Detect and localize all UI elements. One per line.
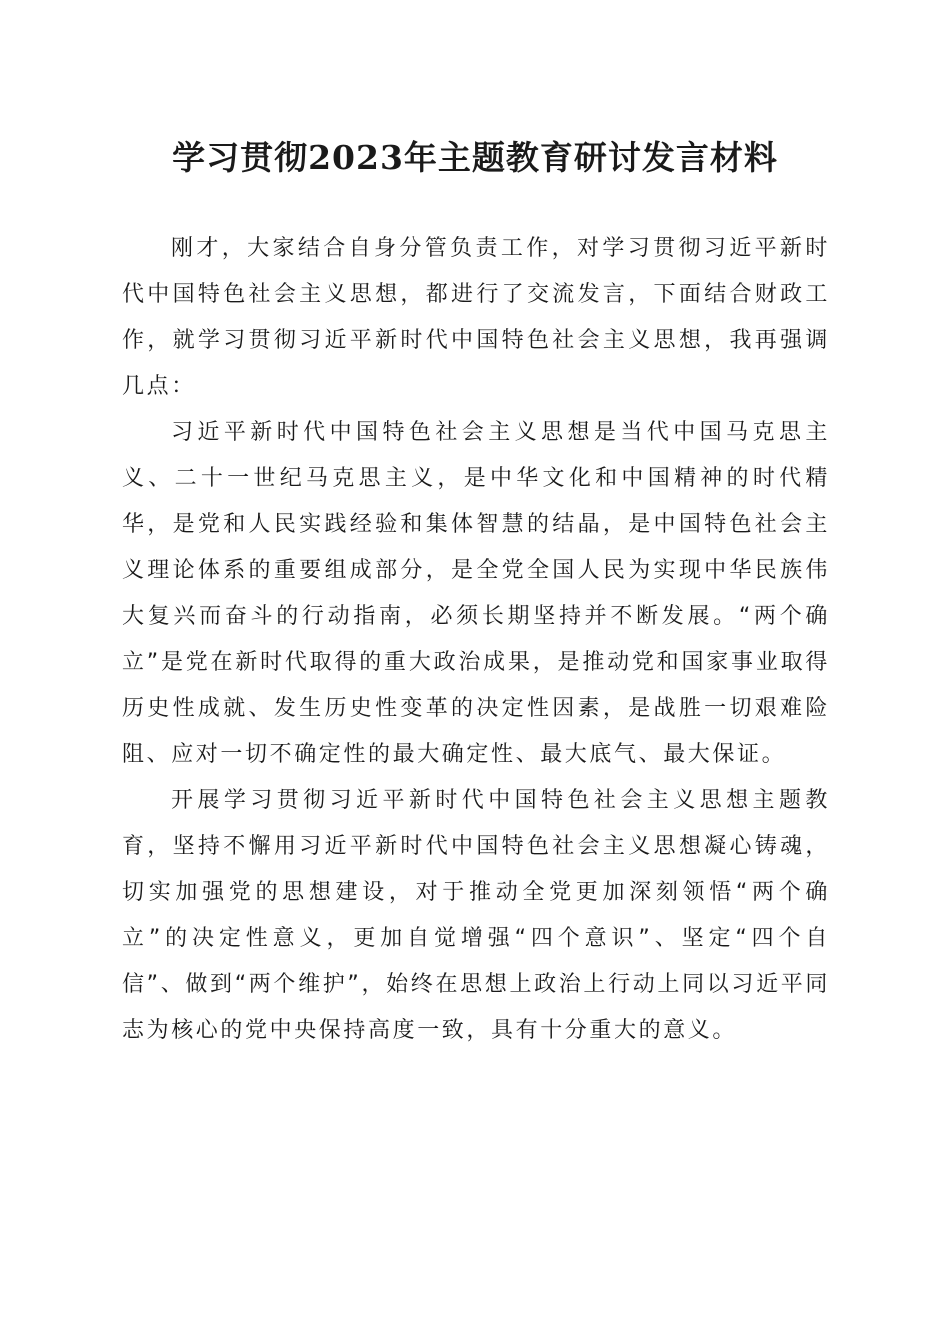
document-title: 学习贯彻2023年主题教育研讨发言材料 (172, 138, 778, 177)
paragraph-thought: 习近平新时代中国特色社会主义思想是当代中国马克思主义、二十一世纪马克思主义，是中华文化和中国精神的时代精华，是党和人民实践经验和集体智慧的结晶，是中国特色社会主义理论体系的重要组成部分，是全党全国人民为实现中华民族伟大复兴而奋斗的行动指南，必须长期坚持并不断发展。“两个确立”是党在新时代取得的重大政治成果，是推动党和国家事业取得历史性成就、发生历史性变革的决定性因素，是战胜一切艰难险阻、应对一切不确定性的最大确定性、最大底气、最大保证。 (122, 420, 830, 767)
paragraph-education: 开展学习贯彻习近平新时代中国特色社会主义思想主题教育，坚持不懈用习近平新时代中国特色社会主义思想凝心铸魂，切实加强党的思想建设，对于推动全党更加深刻领悟“两个确立”的决定性意义，更加自觉增强“四个意识”、坚定“四个自信”、做到“两个维护”，始终在思想上政治上行动上同以习近平同志为核心的党中央保持高度一致，具有十分重大的意义。 (122, 788, 830, 1043)
paragraph-intro: 刚才，大家结合自身分管负责工作，对学习贯彻习近平新时代中国特色社会主义思想，都进行了交流发言，下面结合财政工作，就学习贯彻习近平新时代中国特色社会主义思想，我再强调几点： (122, 236, 830, 399)
document-body (122, 226, 830, 1054)
